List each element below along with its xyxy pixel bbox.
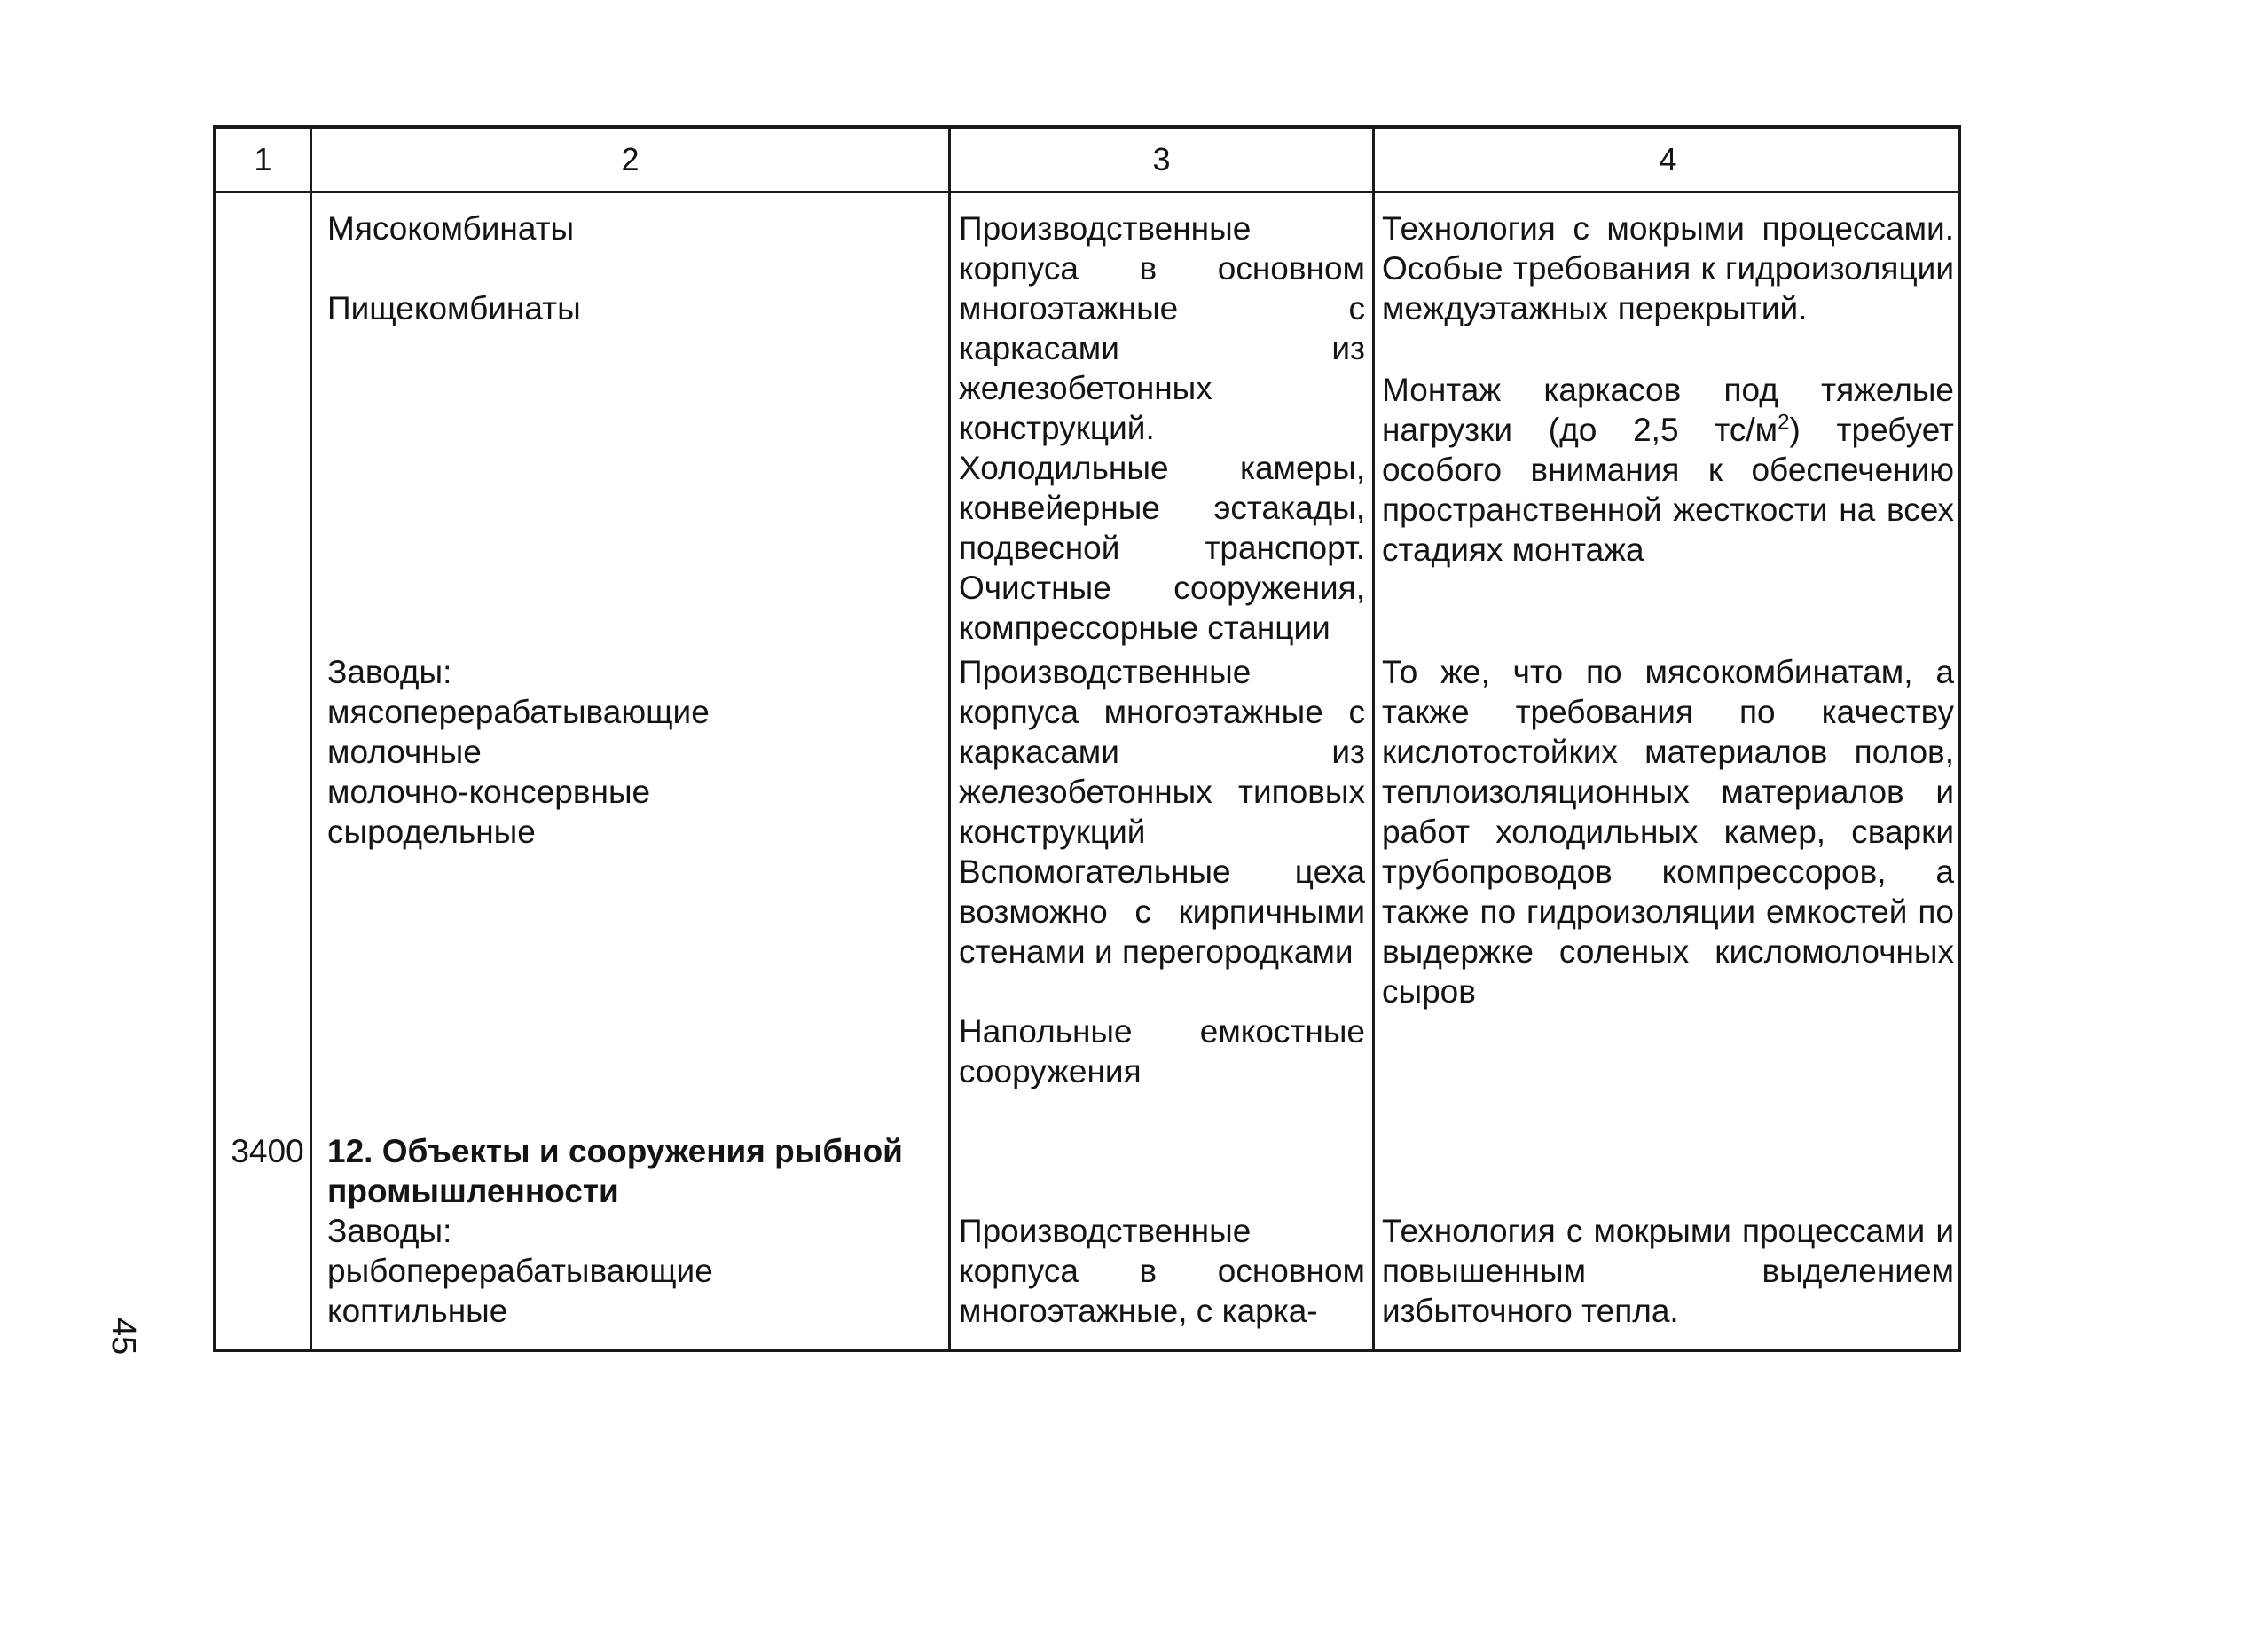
row1-col2-text: Мясокомбинаты Пищекомбинаты bbox=[327, 210, 581, 326]
header-col-3: 3 bbox=[1152, 141, 1171, 177]
section-heading: 12. Объекты и сооружения рыбной промышленности bbox=[327, 1133, 903, 1209]
row3-code: 3400 bbox=[231, 1133, 304, 1169]
row3-col2-text: Заводы: рыбоперерабатывающие коптильные bbox=[327, 1213, 713, 1329]
row1-col4-text1: Технология с мокрыми процессами. Особые требования к гидроизоляции междуэтажных перекрытий. bbox=[1382, 210, 1954, 326]
superscript: 2 bbox=[1778, 410, 1790, 435]
column-divider bbox=[1372, 129, 1375, 1349]
row2-col2-text: Заводы: мясоперерабатывающие молочные молочно-консервные сыродельные bbox=[327, 654, 710, 850]
row2-col4-text: То же, что по мясокомбинатам, а также требования по качеству кислотостойких материалов полов, теплоизоляционных материалов и работ холодильных камер, сварки трубопроводов компрессоров, а также по гидроизоляции емкостей по выдержке соленых кисломолочных сыров bbox=[1382, 654, 1954, 1010]
row3-col3-text: Производственные корпуса в основном многоэтажные, с карка- bbox=[959, 1213, 1365, 1329]
row3-col4-text: Технология с мокрыми процессами и повышенным выделением избыточного тепла. bbox=[1382, 1213, 1954, 1329]
row1-col4-text2b: ) требует особого внимания к обеспечению пространственной жесткости на всех стадиях монтажа bbox=[1382, 412, 1955, 568]
header-col-1: 1 bbox=[254, 141, 272, 177]
column-divider bbox=[948, 129, 951, 1349]
row2-col3-text3: Напольные емкостные сооружения bbox=[959, 1013, 1365, 1089]
page-number: 45 bbox=[105, 1318, 142, 1356]
header-col-4: 4 bbox=[1659, 141, 1677, 177]
row1-col4-text2 bbox=[1382, 370, 1954, 570]
row2-col3-text1: Производственные корпуса многоэтажные с каркасами из железобетонных типовых конструкций bbox=[959, 654, 1365, 850]
header-col-2: 2 bbox=[621, 141, 640, 177]
row1-col4-text2a: Монтаж каркасов под тяжелые нагрузки (до 2,5 тс/м bbox=[1382, 372, 1954, 448]
header-divider bbox=[216, 191, 1958, 193]
row2-col3-text2: Вспомогательные цеха возможно с кирпичными стенами и перегородками bbox=[959, 853, 1365, 970]
row1-col3-text: Производственные корпуса в основном многоэтажные с каркасами из железобетонных конструкций. Холодильные камеры, конвейерные эстакады, подвесной транспорт. Очистные сооружения, компрессорные станции bbox=[959, 210, 1365, 646]
data-table bbox=[213, 125, 1961, 1352]
